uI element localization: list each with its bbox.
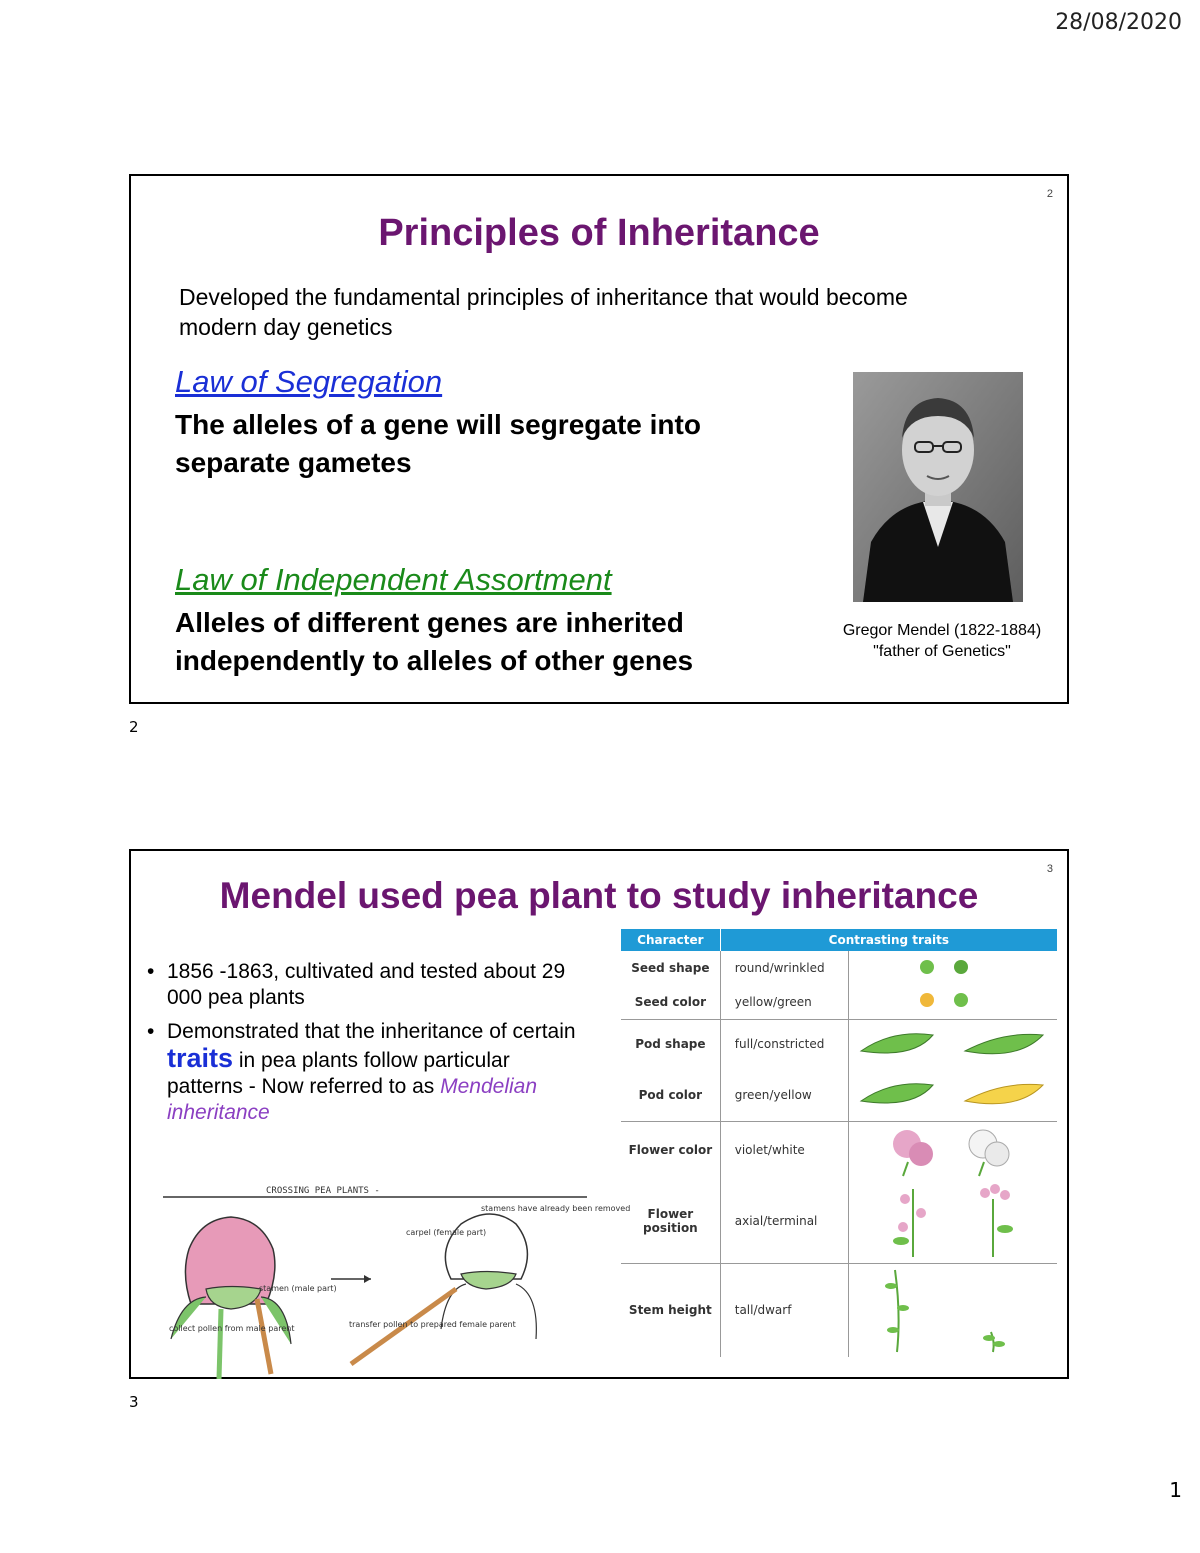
slide-number-label: 3 — [129, 1393, 139, 1411]
law-of-segregation-title: Law of Segregation — [175, 364, 443, 399]
traits-highlight: traits — [167, 1043, 234, 1073]
bullet-item: • Demonstrated that the inheritance of certain traits in pea plants follow particular patterns - Now referred to as Mendelian inheritance — [147, 1020, 576, 1124]
sketch-label-stamen: stamen (male part) — [259, 1284, 337, 1293]
row-traits: yellow/green — [720, 985, 848, 1019]
slide-mendel-pea-plants — [129, 849, 1069, 1379]
flower-color-icon — [853, 1122, 1053, 1176]
table-row — [621, 1179, 1057, 1263]
crossing-pea-plants-sketch — [161, 1179, 631, 1379]
table-row — [621, 1121, 1057, 1179]
mendelian-inheritance-term: Mendelian inheritance — [167, 1075, 538, 1124]
table-row — [621, 1263, 1057, 1357]
header-contrasting-traits: Contrasting traits — [720, 929, 1057, 951]
row-traits: round/wrinkled — [720, 951, 848, 985]
row-traits: violet/white — [720, 1121, 848, 1179]
bullet-text-continued: in pea plants follow particular patterns - Now referred to as — [167, 1049, 510, 1098]
row-traits: full/constricted — [720, 1019, 848, 1069]
row-character: Stem height — [621, 1263, 720, 1357]
slide-corner-number: 3 — [1046, 863, 1053, 875]
table-row — [621, 951, 1057, 985]
law-of-independent-assortment-title: Law of Independent Assortment — [175, 562, 612, 597]
slide-title: Mendel used pea plant to study inheritance — [219, 875, 979, 916]
flower-position-icon — [853, 1179, 1053, 1259]
table-header-row — [621, 929, 1057, 951]
row-character: Pod shape — [621, 1019, 720, 1069]
bullet-item: • 1856 -1863, cultivated and tested about 29 000 pea plants — [147, 960, 566, 1009]
row-character: Seed shape — [621, 951, 720, 985]
row-character: Flower position — [621, 1179, 720, 1263]
portrait-caption-subtitle: "father of Genetics" — [873, 643, 1011, 660]
row-traits: green/yellow — [720, 1069, 848, 1121]
page-number: 1 — [1169, 1478, 1182, 1502]
slide-title: Principles of Inheritance — [378, 212, 820, 254]
seed-shape-icon — [853, 952, 973, 982]
bullet-text: Demonstrated that the inheritance of certain — [167, 1020, 576, 1043]
bullet-list — [145, 959, 585, 1134]
contrasting-traits-table — [621, 929, 1057, 1357]
sketch-label-collect-pollen: collect pollen from male parent — [169, 1324, 295, 1333]
header-character: Character — [621, 929, 720, 951]
slide-corner-number: 2 — [1046, 188, 1053, 200]
row-character: Seed color — [621, 985, 720, 1019]
law-of-segregation-text: The alleles of a gene will segregate into separate gametes — [175, 409, 701, 478]
row-traits: axial/terminal — [720, 1179, 848, 1263]
row-traits: tall/dwarf — [720, 1263, 848, 1357]
pod-shape-icon — [853, 1021, 1053, 1065]
pod-color-icon — [853, 1071, 1053, 1115]
slide-principles-of-inheritance — [129, 174, 1069, 704]
sketch-title: CROSSING PEA PLANTS - — [266, 1186, 380, 1196]
law-of-independent-assortment-text: Alleles of different genes are inherited independently to alleles of other genes — [175, 607, 694, 676]
slide-number-label: 2 — [129, 718, 139, 736]
gregor-mendel-portrait — [853, 372, 1023, 602]
sketch-label-stamens-removed: stamens have already been removed — [481, 1204, 631, 1213]
table-row — [621, 985, 1057, 1019]
table-row — [621, 1069, 1057, 1121]
row-character: Flower color — [621, 1121, 720, 1179]
portrait-caption-name: Gregor Mendel (1822-1884) — [842, 622, 1042, 639]
page-date: 28/08/2020 — [1055, 10, 1182, 35]
table-row — [621, 1019, 1057, 1069]
bullet-text: 1856 -1863, cultivated and tested about 29 000 pea plants — [167, 960, 566, 1009]
sketch-label-transfer-pollen: transfer pollen to prepared female parent — [349, 1320, 516, 1329]
stem-height-icon — [853, 1264, 1053, 1354]
seed-color-icon — [853, 985, 973, 1015]
row-character: Pod color — [621, 1069, 720, 1121]
sketch-label-carpel: carpel (female part) — [406, 1228, 487, 1237]
slide-intro-text: Developed the fundamental principles of inheritance that would become modern day genetics — [179, 284, 908, 340]
